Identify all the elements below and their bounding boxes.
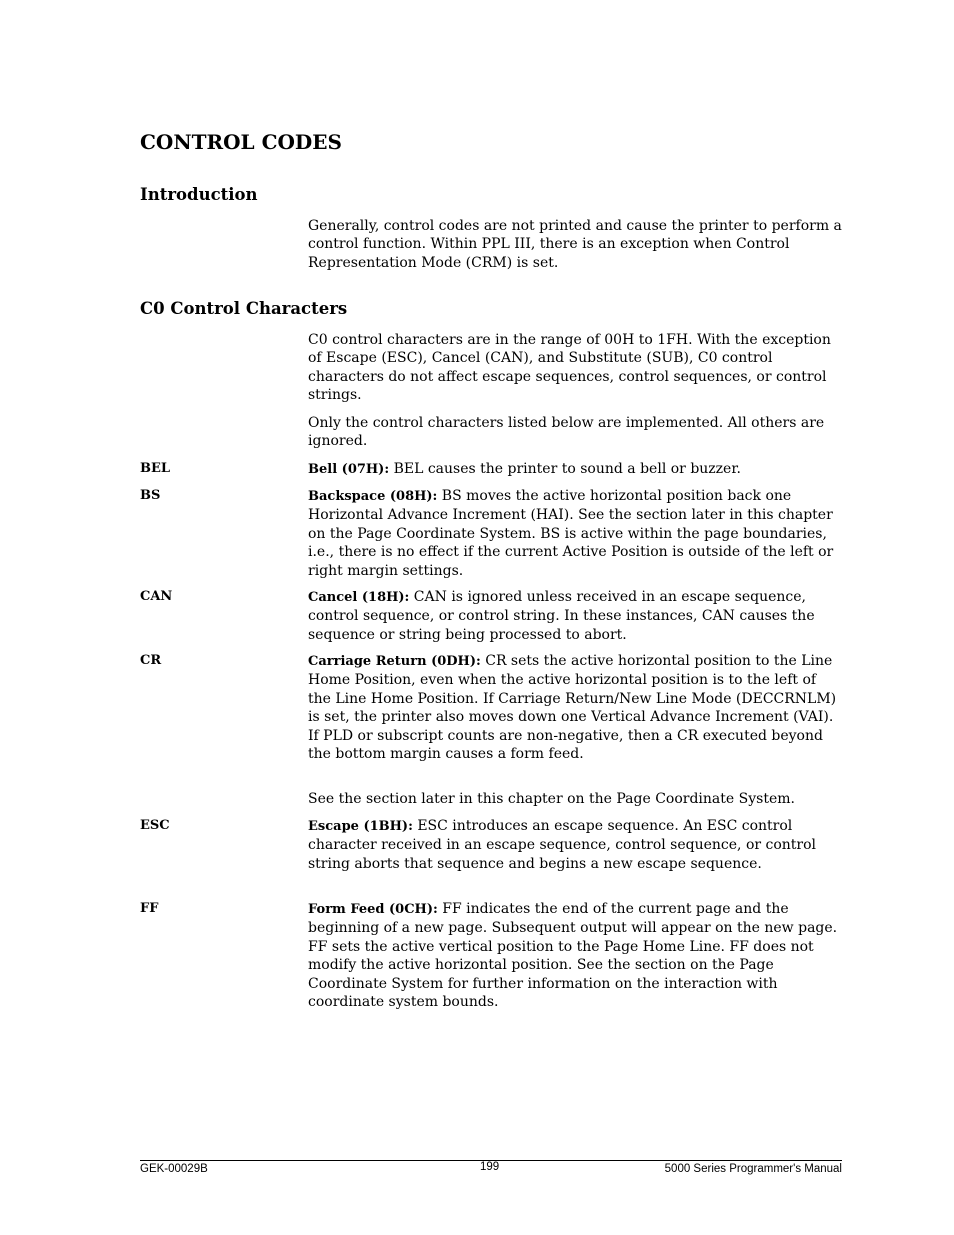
footer-manual-title: 5000 Series Programmer's Manual xyxy=(664,1163,842,1175)
definition-ff-text: FF indicates the end of the current page and the beginning of a new page. Subsequent output will appear on the new page. FF sets the active vertical position to the Page Home Line. FF does not modify the active horizontal position. See the section on the Page Coordinate System for further information on the interaction with coordinate system bounds. xyxy=(308,901,838,1011)
footer-doc-number: GEK-00029B xyxy=(140,1163,208,1175)
definition-bel-lead: Bell (07H): xyxy=(308,462,390,477)
definition-ff xyxy=(308,900,842,1011)
introduction-heading: Introduction xyxy=(140,185,258,204)
definition-ff-lead: Form Feed (0CH): xyxy=(308,902,438,917)
definition-bel xyxy=(308,460,842,479)
definition-bs-text: BS moves the active horizontal position back one Horizontal Advance Increment (HAI). See the section later in this chapter on the Page Coordinate System. BS is active within the page boundaries, i.e., there is no effect if the current Active Position is outside of the left or right margin settings. xyxy=(308,488,834,579)
definition-can xyxy=(308,588,842,644)
term-can: CAN xyxy=(140,589,173,604)
definition-cr-extra: See the section later in this chapter on the Page Coordinate System. xyxy=(308,791,795,807)
definition-bel-text: BEL causes the printer to sound a bell or buzzer. xyxy=(389,461,741,477)
definition-cr-lead: Carriage Return (0DH): xyxy=(308,654,481,669)
c0-paragraph-1: C0 control characters are in the range of 00H to 1FH. With the exception of Escape (ESC), Cancel (CAN), and Substitute (SUB), C0 control characters do not affect escape sequences, control sequences, or control strings. xyxy=(308,332,831,404)
definition-cr xyxy=(308,652,842,763)
definition-esc xyxy=(308,817,842,873)
c0-heading: C0 Control Characters xyxy=(140,299,348,318)
definition-esc-lead: Escape (1BH): xyxy=(308,819,413,834)
c0-paragraph-2: Only the control characters listed below are implemented. All others are ignored. xyxy=(308,415,825,450)
definition-cr-text: CR sets the active horizontal position to the Line Home Position, even when the active horizontal position is to the left of the Line Home Position. If Carriage Return/New Line Mode (DECCRNLM) is set, the printer also moves down one Vertical Advance Increment (VAI). If PLD or subscript counts are non-negative, then a CR executed beyond the bottom margin causes a form feed. xyxy=(308,653,837,763)
definition-can-lead: Cancel (18H): xyxy=(308,590,410,605)
definition-can-text: CAN is ignored unless received in an escape sequence, control sequence, or control string. In these instances, CAN causes the sequence or string being processed to abort. xyxy=(308,589,815,643)
definition-bs xyxy=(308,487,842,580)
definition-esc-text: ESC introduces an escape sequence. An ESC control character received in an escape sequence, control sequence, or control string aborts that sequence and begins a new escape sequence. xyxy=(308,818,817,872)
page-title: CONTROL CODES xyxy=(140,130,342,154)
term-ff: FF xyxy=(140,901,159,916)
term-bs: BS xyxy=(140,488,161,503)
footer-page-number: 199 xyxy=(480,1161,500,1173)
introduction-paragraph: Generally, control codes are not printed and cause the printer to perform a control function. Within PPL III, there is an exception when Control Representation Mode (CRM) is set. xyxy=(308,218,842,271)
term-bel: BEL xyxy=(140,461,171,476)
term-esc: ESC xyxy=(140,818,170,833)
definition-bs-lead: Backspace (08H): xyxy=(308,489,438,504)
term-cr: CR xyxy=(140,653,162,668)
